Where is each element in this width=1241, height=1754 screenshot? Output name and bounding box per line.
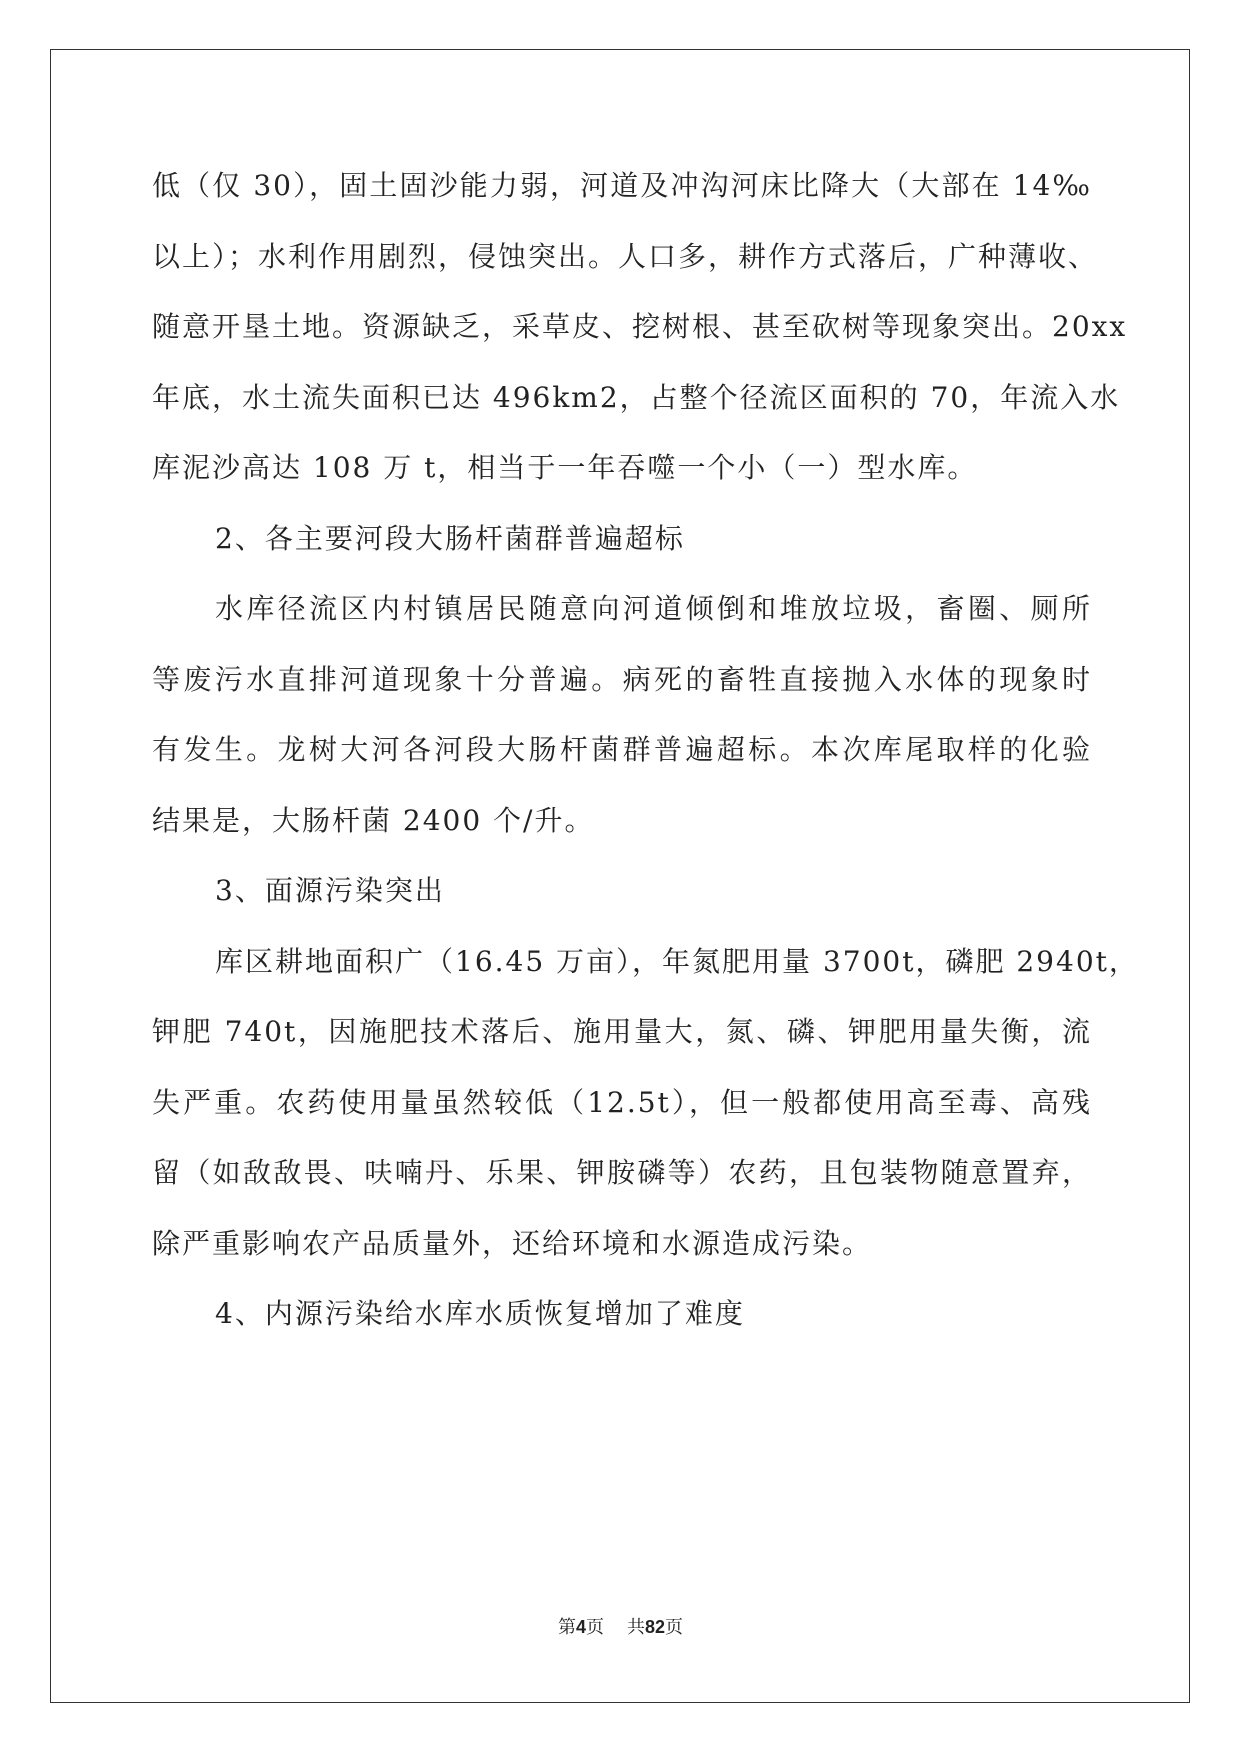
text-line: 低（仅 30），固土固沙能力弱，河道及冲沟河床比降大（大部在 14‰: [152, 169, 1092, 202]
text-line: 库区耕地面积广（16.45 万亩），年氮肥用量 3700t，磷肥 2940t，: [215, 944, 1139, 978]
text-line: 年底，水土流失面积已达 496km2，占整个径流区面积的 70，年流入水: [152, 380, 1121, 414]
section-heading: 2、各主要河段大肠杆菌群普遍超标: [215, 521, 685, 555]
footer-total-label: 页: [664, 1617, 683, 1638]
current-page-number: 4: [576, 1617, 587, 1637]
page-footer: [0, 1613, 1241, 1639]
text-line: 等废污水直排河道现象十分普遍。病死的畜牲直接抛入水体的现象时: [152, 662, 1092, 696]
footer-total-prefix: 共: [626, 1617, 645, 1638]
total-page-count: 82: [644, 1617, 665, 1637]
text-line: 结果是，大肠杆菌 2400 个/升。: [152, 803, 595, 837]
text-line: 留（如敌敌畏、呋喃丹、乐果、钾胺磷等）农药，且包装物随意置弃，: [152, 1156, 1092, 1189]
footer-prefix: 第: [558, 1617, 577, 1638]
text-line: 除严重影响农产品质量外，还给环境和水源造成污染。: [152, 1226, 873, 1260]
text-line: 失严重。农药使用量虽然较低（12.5t），但一般都使用高至毒、高残: [152, 1085, 1092, 1119]
document-body: [152, 166, 1139, 1365]
text-line: 库泥沙高达 108 万 t，相当于一年吞噬一个小（一）型水库。: [152, 451, 978, 484]
text-line: 水库径流区内村镇居民随意向河道倾倒和堆放垃圾，畜圈、厕所: [215, 592, 1092, 625]
text-line: 以上）；水利作用剧烈，侵蚀突出。人口多，耕作方式落后，广种薄收、: [152, 239, 1099, 273]
footer-page-label: 页: [586, 1617, 605, 1638]
text-line: 随意开垦土地。资源缺乏，采草皮、挖树根、甚至砍树等现象突出。20xx: [152, 310, 1128, 343]
section-heading: 3、面源污染突出: [215, 874, 445, 907]
section-heading: 4、内源污染给水库水质恢复增加了难度: [215, 1297, 745, 1330]
text-line: 钾肥 740t，因施肥技术落后、施用量大，氮、磷、钾肥用量失衡，流: [152, 1015, 1092, 1048]
text-line: 有发生。龙树大河各河段大肠杆菌群普遍超标。本次库尾取样的化验: [152, 733, 1092, 766]
